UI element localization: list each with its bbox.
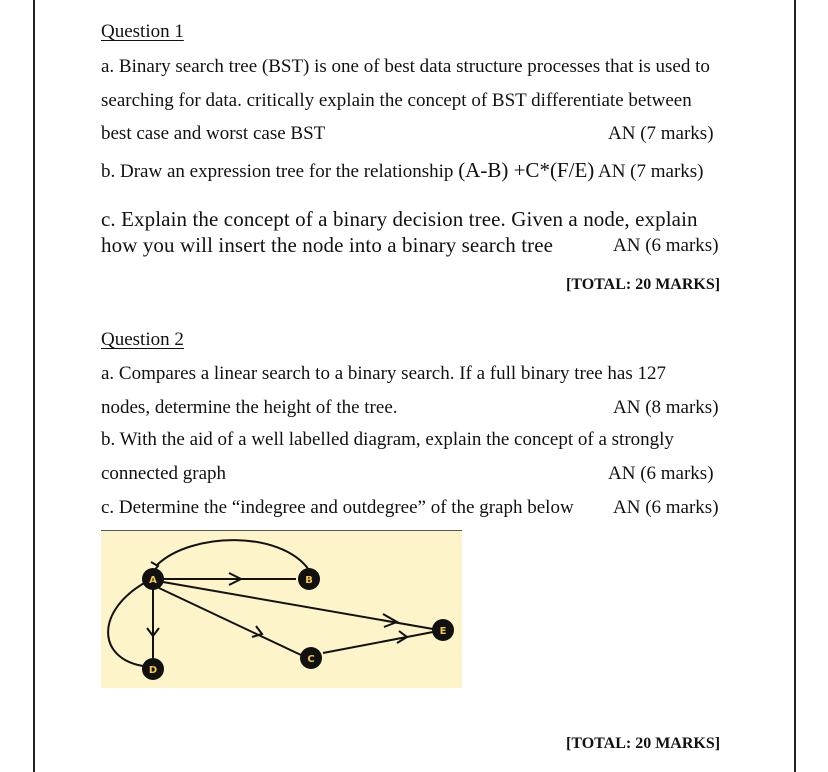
graph-top-rule bbox=[101, 530, 462, 531]
q2-b-line-1: b. With the aid of a well labelled diagram, explain the concept of a strongly bbox=[101, 429, 674, 450]
q1-a-line-1: a. Binary search tree (BST) is one of best data structure processes that is used to bbox=[101, 56, 710, 77]
q1-b-expression: (A-B) +C*(F/E) bbox=[458, 158, 595, 182]
q1-b-line bbox=[101, 159, 704, 183]
question-1-heading: Question 1 bbox=[101, 21, 184, 42]
q2-total: [TOTAL: 20 MARKS] bbox=[566, 735, 721, 752]
page-left-border bbox=[33, 0, 35, 772]
q2-c-marks: AN (6 marks) bbox=[613, 497, 719, 518]
q2-a-line-1: a. Compares a linear search to a binary search. If a full binary tree has 127 bbox=[101, 363, 667, 384]
q2-a-marks: AN (8 marks) bbox=[613, 397, 719, 418]
node-a bbox=[142, 568, 164, 590]
node-e-label: E bbox=[439, 626, 447, 637]
q2-c-line: c. Determine the “indegree and outdegree” of the graph below bbox=[101, 497, 574, 518]
q1-a-marks: AN (7 marks) bbox=[608, 123, 714, 144]
node-c-label: C bbox=[307, 654, 315, 665]
node-b-label: B bbox=[305, 575, 313, 586]
page-right-border bbox=[794, 0, 796, 772]
q1-c-line-1: c. Explain the concept of a binary decision tree. Given a node, explain bbox=[101, 207, 698, 231]
q1-b-text: b. Draw an expression tree for the relationship bbox=[101, 161, 454, 182]
question-2-heading: Question 2 bbox=[101, 329, 184, 350]
node-a-label: A bbox=[149, 575, 157, 586]
node-b bbox=[298, 568, 320, 590]
node-d bbox=[142, 658, 164, 680]
q1-c-marks: AN (6 marks) bbox=[613, 235, 719, 256]
q1-a-line-2: searching for data. critically explain the concept of BST differentiate between bbox=[101, 90, 692, 111]
node-e bbox=[432, 619, 454, 641]
q1-total: [TOTAL: 20 MARKS] bbox=[566, 276, 721, 293]
node-c bbox=[300, 647, 322, 669]
q2-a-line-2: nodes, determine the height of the tree. bbox=[101, 397, 398, 418]
node-d-label: D bbox=[148, 665, 158, 676]
q2-b-line-2: connected graph bbox=[101, 463, 227, 484]
q2-b-marks: AN (6 marks) bbox=[608, 463, 714, 484]
q1-c-line-2: how you will insert the node into a binary search tree bbox=[101, 233, 554, 257]
directed-graph-figure bbox=[101, 530, 462, 688]
q1-b-marks: AN (7 marks) bbox=[597, 161, 704, 182]
q1-a-line-3: best case and worst case BST bbox=[101, 123, 326, 144]
